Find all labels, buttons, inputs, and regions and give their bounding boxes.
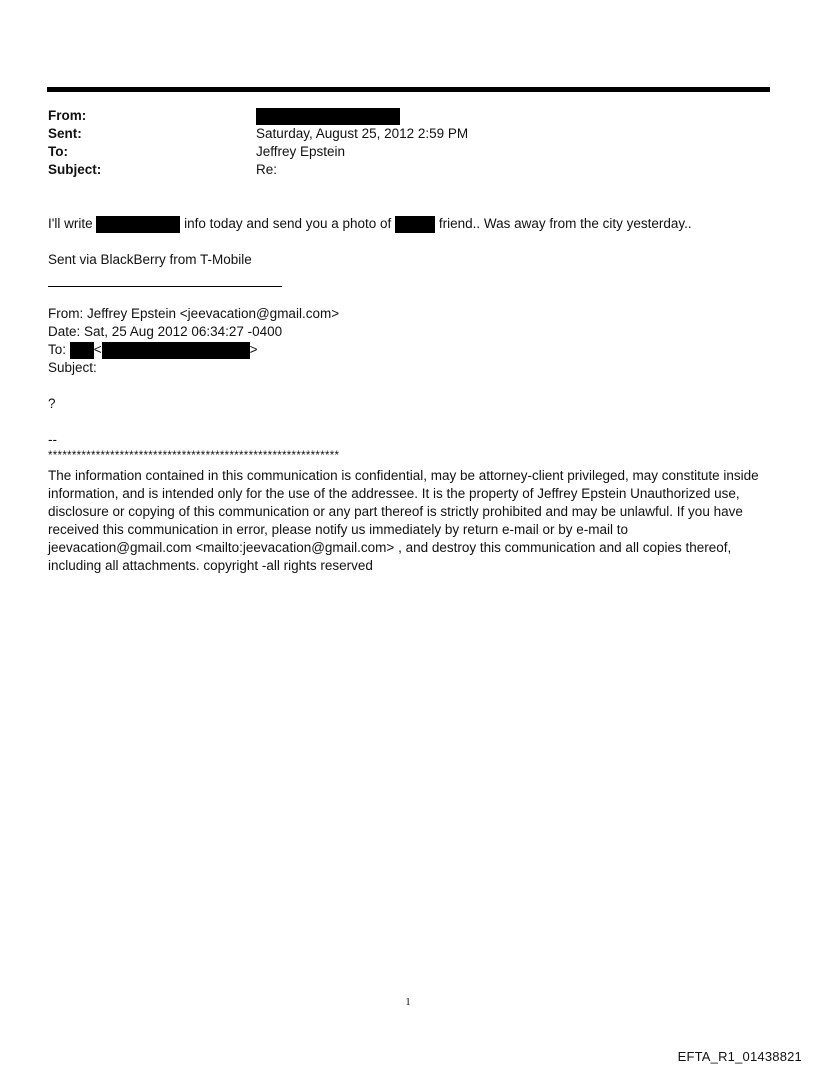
- quote-separator: [48, 286, 282, 287]
- quoted-to-row: [48, 341, 258, 359]
- redaction-block: [96, 216, 180, 233]
- redaction-block: [102, 342, 250, 359]
- from-value-redaction: [256, 107, 400, 125]
- sent-label: Sent:: [48, 126, 82, 141]
- from-label: From:: [48, 108, 87, 123]
- to-label: To:: [48, 144, 68, 159]
- body-line: [48, 215, 692, 233]
- body-text-c: friend.. Was away from the city yesterday..: [438, 216, 692, 231]
- quoted-question: ?: [48, 396, 56, 411]
- quoted-to-label: To:: [48, 342, 67, 357]
- document-id: EFTA_R1_01438821: [677, 1049, 802, 1064]
- redaction-block: [70, 342, 94, 359]
- body-text-a: I'll write: [48, 216, 93, 231]
- to-value: Jeffrey Epstein: [256, 144, 346, 159]
- subject-label: Subject:: [48, 162, 102, 177]
- quoted-to-lt: <: [93, 342, 102, 357]
- sig-dashes: --: [48, 432, 57, 447]
- subject-value: Re:: [256, 162, 278, 177]
- confidentiality-disclaimer: The information contained in this communication is confidential, may be attorney-client privileged, may constitute inside information, and is intended only for the use of the addressee. It is the property of Jeffrey Epstein Unauthorized use, disclosure or copying of this communication or any part thereof is strictly prohibited and may be unlawful. If you have received this communication in error, please notify us immediately by return e-mail or by e-mail to jeevacation@gmail.com <mailto:jeevacation@gmail.com> , and destroy this communication and all copies thereof, including all attachments. copyright -all rights reserved: [48, 468, 759, 573]
- quoted-from: From: Jeffrey Epstein <jeevacation@gmail.com>: [48, 306, 340, 321]
- page-number: 1: [405, 996, 411, 1008]
- quoted-date: Date: Sat, 25 Aug 2012 06:34:27 -0400: [48, 324, 283, 339]
- asterisk-rule: *************************************************************: [48, 450, 340, 462]
- quoted-subject: Subject:: [48, 360, 97, 375]
- quoted-to-gt: >: [249, 342, 258, 357]
- signature-line: Sent via BlackBerry from T-Mobile: [48, 252, 252, 267]
- header-rule: [47, 87, 770, 92]
- sent-value: Saturday, August 25, 2012 2:59 PM: [256, 126, 469, 141]
- body-text-b: info today and send you a photo of: [184, 216, 392, 231]
- redaction-block: [395, 216, 435, 233]
